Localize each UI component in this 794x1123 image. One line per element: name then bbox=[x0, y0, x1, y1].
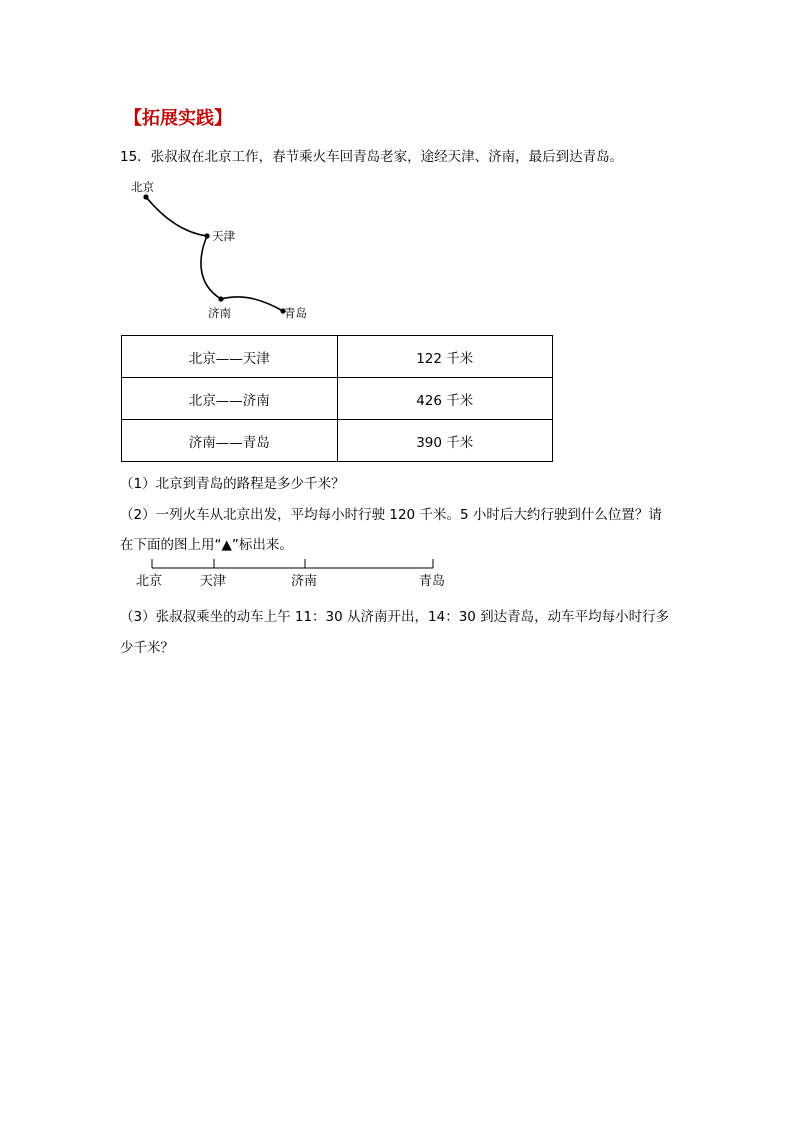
number-line-label-jinan: 济南 bbox=[291, 574, 318, 589]
number-line-label-qingdao: 青岛 bbox=[419, 574, 446, 589]
railway-route bbox=[146, 197, 283, 311]
distance-cell: 390 千米 bbox=[337, 420, 553, 462]
table-row bbox=[122, 336, 553, 378]
section-title: 【拓展实践】 bbox=[124, 108, 232, 129]
route-cell: 北京——天津 bbox=[122, 336, 338, 378]
problem-statement: 15．张叔叔在北京工作，春节乘火车回青岛老家，途经天津、济南，最后到达青岛。 bbox=[120, 149, 624, 165]
route-cell: 北京——济南 bbox=[122, 378, 338, 420]
number-line-label-beijing: 北京 bbox=[136, 574, 163, 589]
route-map bbox=[125, 175, 325, 325]
map-label-jinan: 济南 bbox=[208, 306, 231, 320]
question-1: （1）北京到青岛的路程是多少千米？ bbox=[120, 476, 345, 492]
number-line-label-tianjin: 天津 bbox=[200, 574, 227, 589]
map-label-qingdao: 青岛 bbox=[284, 306, 307, 320]
distance-cell: 122 千米 bbox=[337, 336, 553, 378]
route-cell: 济南——青岛 bbox=[122, 420, 338, 462]
table-row bbox=[122, 378, 553, 420]
station-dot-beijing bbox=[143, 194, 148, 199]
distance-table bbox=[121, 335, 553, 462]
number-line bbox=[130, 556, 460, 592]
question-2-line-2: 在下面的图上用“▲”标出来。 bbox=[120, 537, 293, 553]
map-label-tianjin: 天津 bbox=[212, 229, 235, 243]
question-2-line-1: （2）一列火车从北京出发，平均每小时行驶 120 千米。5 小时后大约行驶到什么位置？请 bbox=[120, 507, 662, 523]
question-3-line-2: 少千米？ bbox=[120, 640, 174, 656]
station-dot-tianjin bbox=[204, 233, 209, 238]
map-label-beijing: 北京 bbox=[131, 180, 154, 194]
table-row bbox=[122, 420, 553, 462]
distance-cell: 426 千米 bbox=[337, 378, 553, 420]
question-3-line-1: （3）张叔叔乘坐的动车上午 11：30 从济南开出，14：30 到达青岛，动车平均每小时行多 bbox=[120, 609, 670, 625]
station-dot-jinan bbox=[218, 296, 223, 301]
